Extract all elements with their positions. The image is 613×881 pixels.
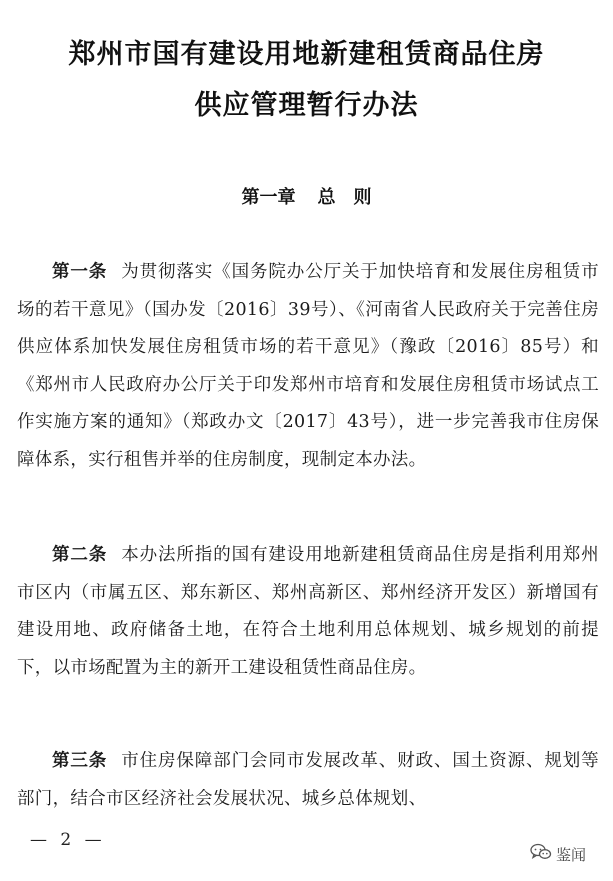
article-2-text: 本办法所指的国有建设用地新建租赁商品住房是指利用郑州市区内（市属五区、郑东新区、郑州高新区、郑州经济开发区）新增国有建设用地、政府储备土地，在符合土地利用总体规划、城乡规划的前提下，以市场配置为主的新开工建设租赁性商品住房。	[17, 545, 599, 678]
watermark-text: 鉴闻	[556, 845, 587, 864]
article-1-text: 为贯彻落实《国务院办公厅关于加快培育和发展住房租赁市场的若干意见》（国办发〔2016〕39号）、《河南省人民政府关于完善住房供应体系加快发展住房租赁市场的若干意见》（豫政〔2016〕85号）和《郑州市人民政府办公厅关于印发郑州市培育和发展住房租赁市场试点工作实施方案的通知》（郑政办文〔2017〕43号），进一步完善我市住房保障体系，实行租售并举的住房制度，现制定本办法。	[17, 262, 599, 470]
document-title-line-2: 供应管理暂行办法	[194, 90, 419, 121]
watermark	[530, 843, 586, 865]
chapter-heading	[0, 183, 613, 209]
article-1	[17, 254, 599, 479]
chapter-label: 第一章	[241, 187, 296, 208]
page-number: — 2 —	[30, 830, 106, 850]
document-title-line-1: 郑州市国有建设用地新建租赁商品住房	[68, 39, 545, 70]
article-1-label: 第一条	[52, 262, 108, 282]
article-3-text: 市住房保障部门会同市发展改革、财政、国土资源、规划等部门，结合市区经济社会发展状况、城乡总体规划、	[17, 751, 599, 809]
article-2	[17, 537, 599, 687]
chapter-title: 总 则	[317, 187, 372, 208]
article-2-label: 第二条	[52, 545, 108, 565]
article-3-label: 第三条	[52, 751, 108, 771]
article-3	[17, 743, 599, 818]
wechat-icon	[530, 843, 552, 865]
